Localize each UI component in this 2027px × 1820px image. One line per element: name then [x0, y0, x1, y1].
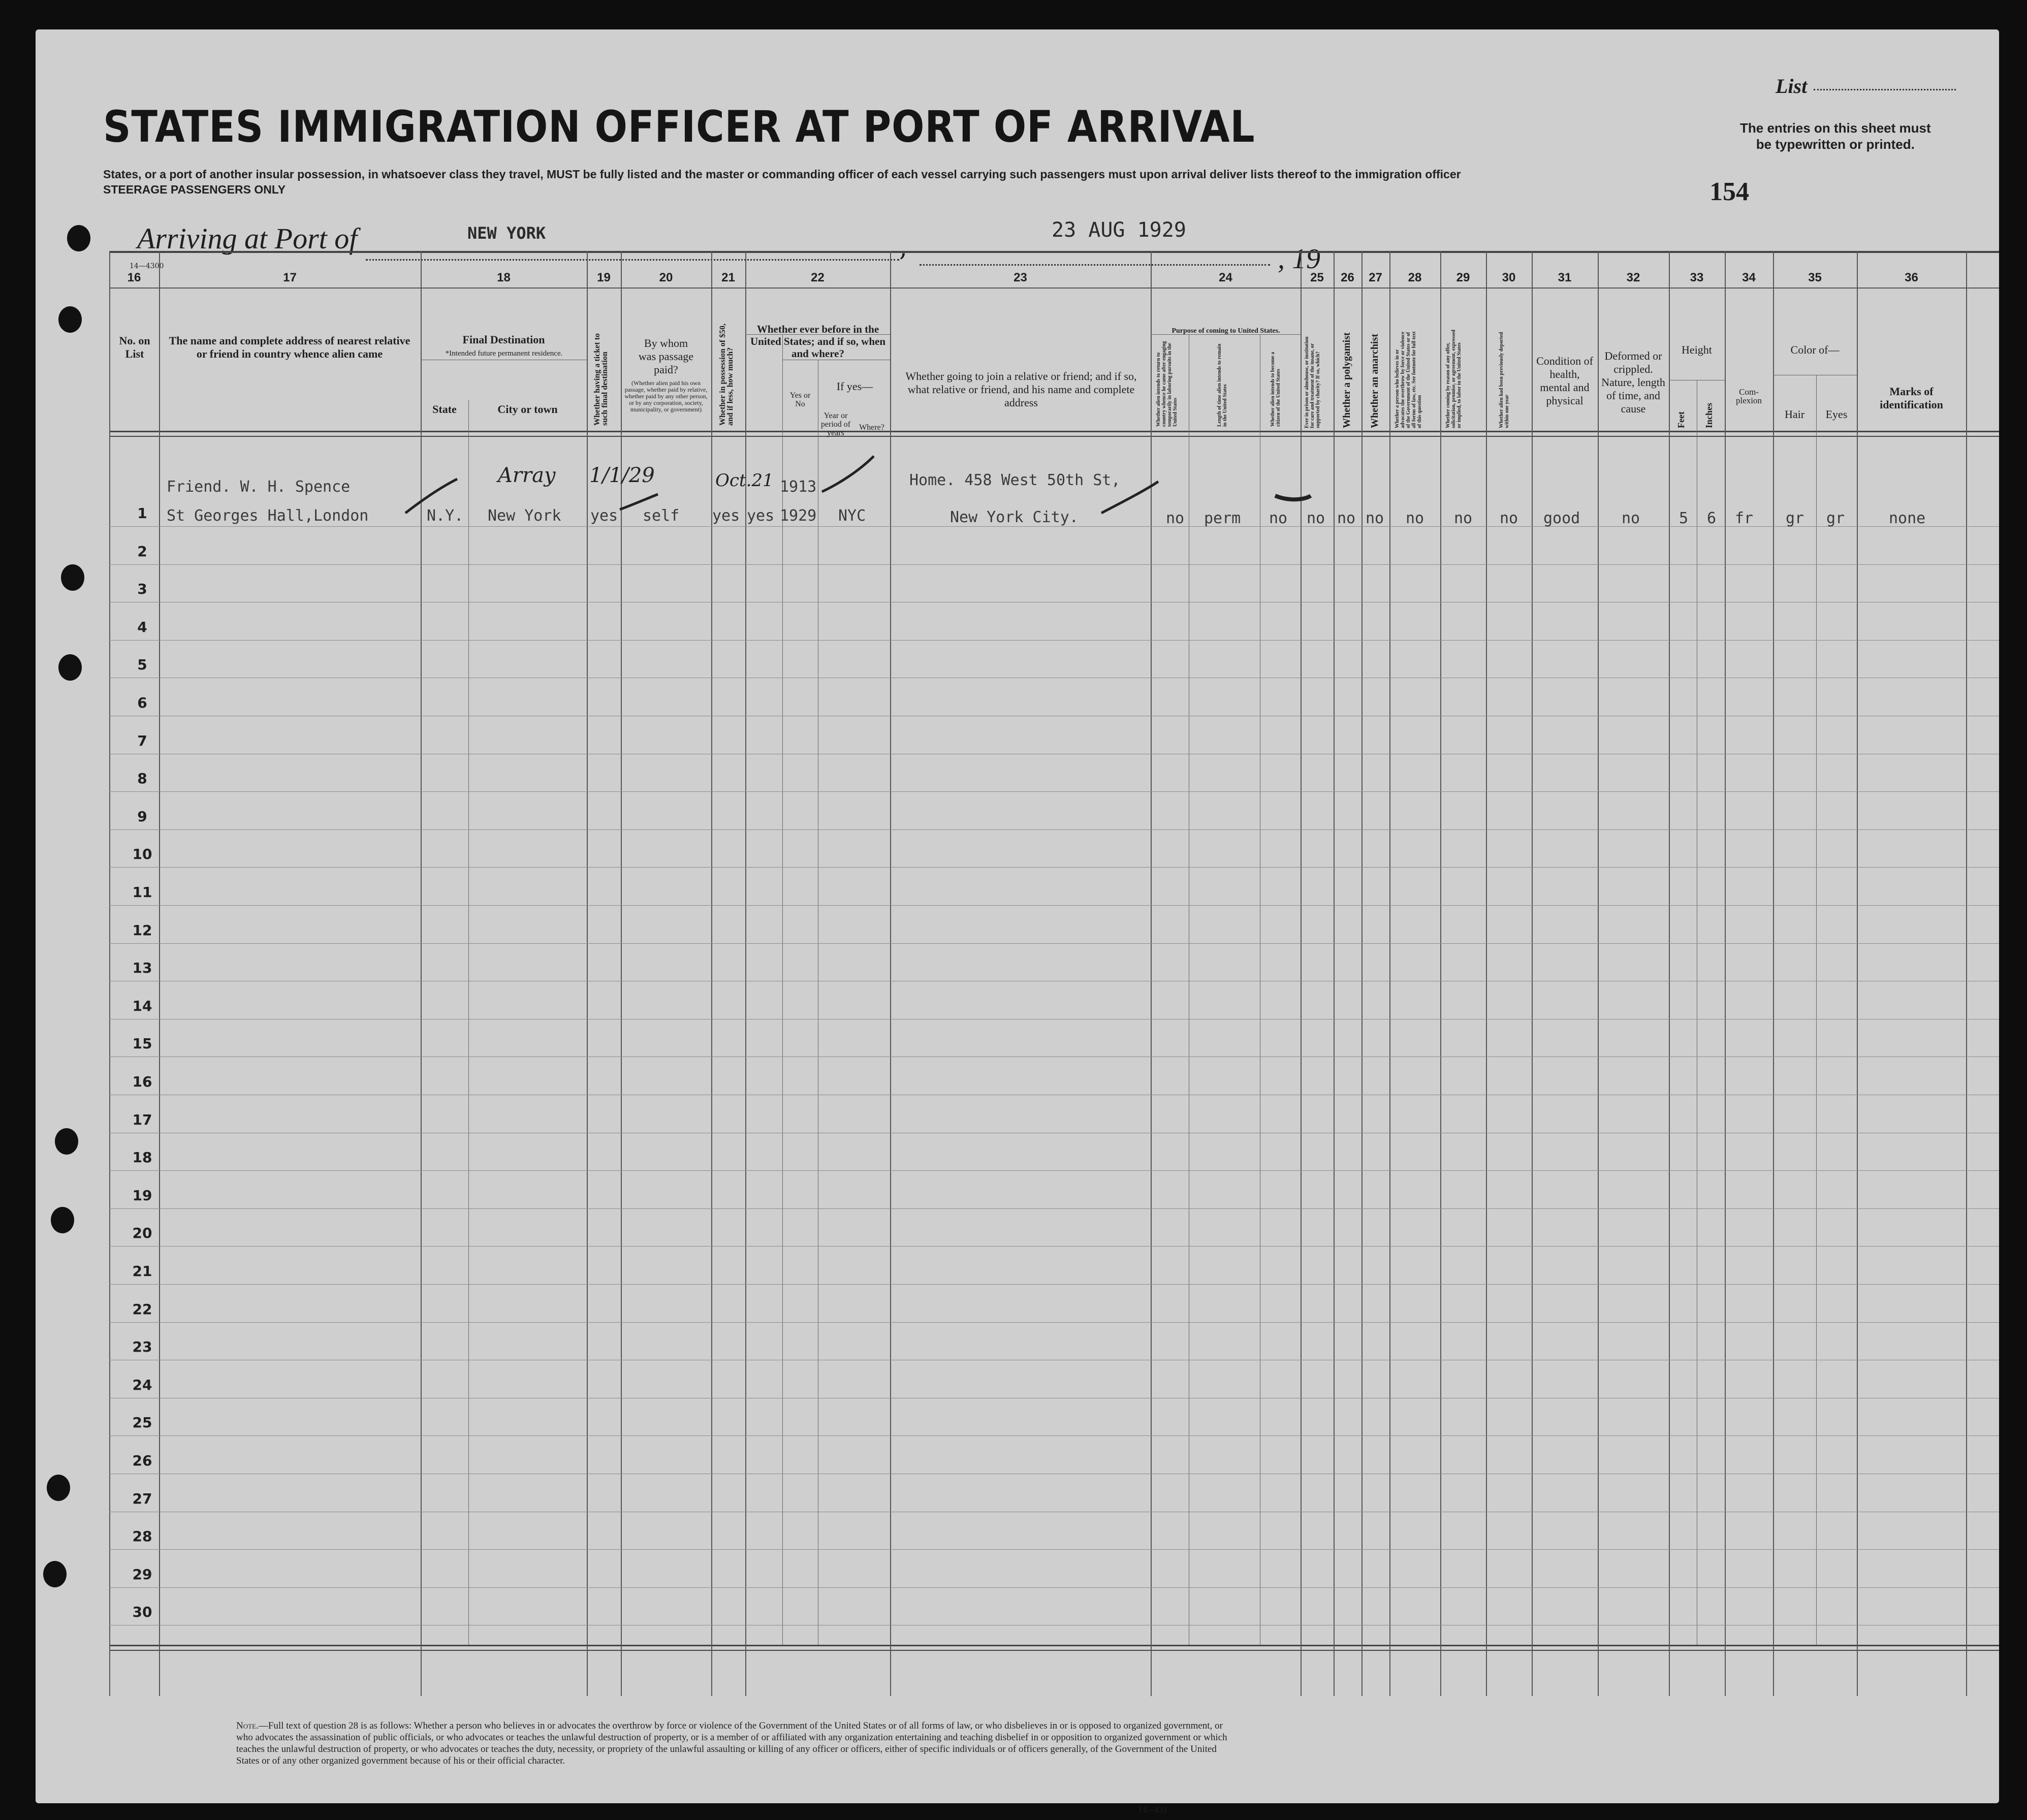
column-number: 31 [1558, 271, 1572, 284]
punch-hole [47, 1475, 70, 1501]
steerage-label: STEERAGE PASSENGERS ONLY [103, 183, 286, 196]
anarchist-answer: no [1366, 509, 1384, 527]
column-number: 34 [1742, 271, 1756, 284]
header-relative-address: The name and complete address of nearest relative or friend in country whence alien came [169, 334, 410, 360]
header-join-relative: Whether going to join a relative or friend; and if so, what relative or friend, and his name and complete address [905, 370, 1137, 409]
header-purpose-length: Length of time alien intends to remain in the United States [1217, 343, 1228, 427]
list-label: List [1776, 75, 1808, 98]
row-number: 28 [132, 1528, 152, 1545]
row-number: 14 [132, 997, 152, 1014]
deformed-answer: no [1622, 509, 1640, 527]
header-prison: Ever in prison or almshouse, or institution for care and treatment of the insane, or supported by charity? If so, which? [1304, 336, 1321, 428]
header-before-in-us: Whether ever before in the United States; and if so, when and where? [750, 323, 886, 360]
identification-marks: none [1889, 509, 1926, 527]
column-number: 16 [127, 271, 141, 284]
header-where: Where? [859, 423, 884, 432]
row-line [109, 1170, 1999, 1171]
before-year-1: 1913 [780, 478, 817, 496]
header-final-destination: Final Destination [462, 333, 545, 346]
citizen-intent: no [1269, 509, 1288, 527]
row-number: 5 [137, 656, 147, 674]
height-feet: 5 [1679, 509, 1689, 527]
return-intent: no [1166, 509, 1185, 527]
row-number: 10 [132, 846, 152, 863]
destination-state: N.Y. [427, 507, 464, 525]
header-q29: Whether coming by reason of any offer, solicitation, promise, or agreement, expressed or implied, to labor in the United States [1445, 330, 1462, 428]
row-number: 20 [132, 1225, 152, 1242]
row-line [109, 1587, 1999, 1588]
row-number: 24 [132, 1376, 152, 1393]
header-height: Height [1682, 343, 1712, 356]
form-instructions: States, or a port of another insular possession, in whatsoever class they travel, MUST be fully listed and the master or commanding officer of each vessel carrying such passengers must upon arrival deliver lists thereof to the immigration officer [103, 168, 1461, 181]
header-q28: Whether a person who believes in or advocates the overthrow by force or violence of the Government of the United States or of all forms of law, etc. See footnote for full text of this question [1395, 331, 1422, 428]
row-line [109, 1208, 1999, 1209]
handwritten-tick-marks [36, 29, 1999, 588]
header-complexion: Com-plexion [1736, 387, 1762, 405]
column-number: 19 [597, 271, 611, 284]
row-number: 26 [132, 1452, 152, 1469]
row-number: 2 [137, 542, 147, 560]
health-answer: good [1543, 509, 1580, 527]
money-answer: yes [712, 507, 740, 525]
header-passage-paid: By whom was passage paid? [638, 337, 694, 376]
row-number: 15 [132, 1035, 152, 1052]
column-number: 23 [1014, 271, 1027, 284]
prison-answer: no [1307, 509, 1325, 527]
year-prefix: , 19 [1278, 243, 1320, 275]
join-address: Home. 458 West 50th St, [909, 471, 1121, 489]
eyes-color: gr [1826, 509, 1845, 527]
header-money: Whether in possession of $50, and if less, how much? [718, 323, 735, 426]
ticket-answer: yes [590, 507, 618, 525]
row-line [109, 1549, 1999, 1550]
header-city: City or town [497, 403, 558, 416]
height-inches: 6 [1707, 509, 1717, 527]
polygamist-answer: no [1337, 509, 1356, 527]
tick-mark [1101, 482, 1158, 513]
row-number: 7 [137, 732, 147, 749]
header-purpose-return: Whether alien intends to return to country whence he came after engaging temporarily in laboring pursuits in the United States [1156, 341, 1178, 427]
tick-mark [405, 479, 457, 513]
row-number: 13 [132, 960, 152, 977]
column-number: 20 [659, 271, 673, 284]
stay-length: perm [1204, 509, 1241, 527]
port-stamp: NEW YORK [467, 223, 546, 243]
list-number: 154 [1709, 177, 1749, 206]
arriving-label: Arriving at Port of [137, 222, 358, 255]
row-line [109, 829, 1999, 830]
header-health: Condition of health, mental and physical [1536, 355, 1593, 407]
header-year: Year or period of years [820, 411, 851, 437]
relative-address: St Georges Hall,London [167, 507, 369, 525]
row-number: 22 [132, 1300, 152, 1318]
header-if-yes: If yes— [836, 380, 873, 393]
handwritten-ticket-date: 1/1/29 [589, 464, 655, 487]
header-final-destination-note: *Intended future permanent residence. [445, 349, 563, 358]
punch-hole [55, 1128, 78, 1155]
join-city: New York City. [950, 508, 1079, 526]
header-passage-paid-note: (Whether alien paid his own passage, whether paid by relative, whether paid by any other person, or by any corporation, society, municipality, or government) [624, 379, 708, 413]
column-number: 24 [1219, 271, 1232, 284]
punch-hole [58, 654, 82, 681]
row-number: 30 [132, 1604, 152, 1621]
table-bottom-rule [109, 1645, 1999, 1646]
row-number: 16 [132, 1073, 152, 1090]
row-number: 25 [132, 1414, 152, 1431]
form-number: 14—4300 [130, 262, 164, 270]
deported-answer: no [1500, 509, 1518, 527]
row-number: 21 [132, 1263, 152, 1280]
form-title: STATES IMMIGRATION OFFICER AT PORT OF ARRIVAL [103, 102, 1255, 152]
row-number: 1 [137, 505, 147, 522]
column-number: 21 [721, 271, 735, 284]
header-eyes: Eyes [1825, 408, 1848, 421]
row-number: 23 [132, 1338, 152, 1356]
header-polygamist: Whether a polygamist [1341, 332, 1352, 428]
row-line [109, 791, 1999, 792]
footnote-label: Note. [236, 1720, 259, 1731]
row-line [109, 640, 1999, 641]
row-number: 27 [132, 1490, 152, 1507]
row-line [109, 1246, 1999, 1247]
date-stamp: 23 AUG 1929 [1052, 218, 1186, 242]
row-number: 19 [132, 1187, 152, 1204]
punch-hole [43, 1561, 67, 1587]
row-number: 8 [137, 770, 147, 787]
footnote [236, 1720, 1237, 1767]
row-number: 29 [132, 1566, 152, 1583]
relative-name: Friend. W. H. Spence [167, 478, 351, 496]
destination-city: New York [488, 507, 561, 525]
header-ticket: Whether having a ticket to such final destination [593, 333, 609, 426]
passage-paid-by: self [643, 507, 680, 525]
row-number: 3 [137, 581, 147, 598]
header-yes-no: Yes or No [789, 391, 811, 408]
tick-mark [620, 494, 658, 509]
column-number: 17 [283, 271, 297, 284]
row-number: 4 [137, 618, 147, 635]
punch-hole [51, 1207, 74, 1233]
column-number: 36 [1905, 271, 1918, 284]
handwritten-money-note: Oct.21 [715, 470, 774, 491]
column-number: 33 [1690, 271, 1704, 284]
column-number: 28 [1408, 271, 1422, 284]
entries-note-line-1: The entries on this sheet must [1740, 120, 1931, 136]
before-where: NYC [838, 507, 866, 525]
handwritten-city-note: Array [498, 464, 556, 487]
header-state: State [432, 403, 457, 416]
header-no-on-list: No. on List [119, 334, 150, 360]
row-line [109, 905, 1999, 906]
column-number: 27 [1369, 271, 1382, 284]
column-number: 30 [1502, 271, 1516, 284]
header-color-of: Color of— [1790, 343, 1840, 356]
footer-form-number: 14—431 [1138, 1806, 1168, 1814]
row-number: 6 [137, 694, 147, 711]
row-number: 11 [132, 884, 152, 901]
header-deformed: Deformed or crippled. Nature, length of time, and cause [1601, 349, 1665, 415]
header-deported: Whether alien had been previously deported within one year [1499, 332, 1510, 428]
row-number: 12 [132, 921, 152, 939]
header-anarchist: Whether an anarchist [1369, 334, 1380, 428]
row-line [109, 1322, 1999, 1323]
row-line [109, 867, 1999, 868]
row-number: 9 [137, 808, 147, 825]
comma: , [899, 233, 907, 262]
entries-note-line-2: be typewritten or printed. [1756, 137, 1915, 152]
header-purpose: Purpose of coming to United States. [1171, 327, 1280, 335]
column-number: 18 [497, 271, 511, 284]
header-hair: Hair [1784, 408, 1805, 421]
column-number: 22 [811, 271, 825, 284]
header-marks: Marks of identification [1880, 385, 1943, 411]
header-inches: Inches [1704, 402, 1714, 428]
q29-answer: no [1454, 509, 1473, 527]
row-line [109, 1284, 1999, 1285]
manifest-sheet [36, 29, 1999, 1814]
column-number: 26 [1341, 271, 1354, 284]
row-line [109, 1435, 1999, 1436]
footnote-text: —Full text of question 28 is as follows: Whether a person who believes in or advocates the overthrow by force or violence of the Government of the United States or of all forms of law, or who disbelieves in or is opposed to organized government, or who advocates the assassination of public officials, or who advocates or teaches the unlawful destruction of property, or is a member of or affiliated with any organization entertaining and teaching disbelief in or opposition to organized government or which teaches the unlawful destruction of property, or who advocates or teaches the duty, necessity, or propriety of the unlawful assaulting or killing of any officer or officers, either of specific individuals or of officers generally, of the Government of the United States or of any other organized government because of his or their official character. [236, 1720, 1227, 1766]
tick-mark [822, 456, 874, 492]
row-number: 17 [132, 1111, 152, 1128]
header-purpose-citizen: Whether alien intends to become a citizen of the United States [1270, 352, 1281, 427]
tick-mark [1275, 496, 1311, 499]
header-feet: Feet [1676, 411, 1686, 428]
before-year-2: 1929 [780, 507, 817, 525]
hair-color: gr [1786, 509, 1804, 527]
row-line [109, 943, 1999, 944]
column-number: 29 [1456, 271, 1470, 284]
before-yes-no: yes [747, 507, 775, 525]
q28-answer: no [1406, 509, 1424, 527]
column-number: 32 [1626, 271, 1640, 284]
column-number: 35 [1808, 271, 1822, 284]
column-number: 25 [1310, 271, 1324, 284]
table-bottom-rule [109, 1650, 1999, 1651]
complexion-answer: fr [1735, 509, 1754, 527]
row-number: 18 [132, 1149, 152, 1166]
